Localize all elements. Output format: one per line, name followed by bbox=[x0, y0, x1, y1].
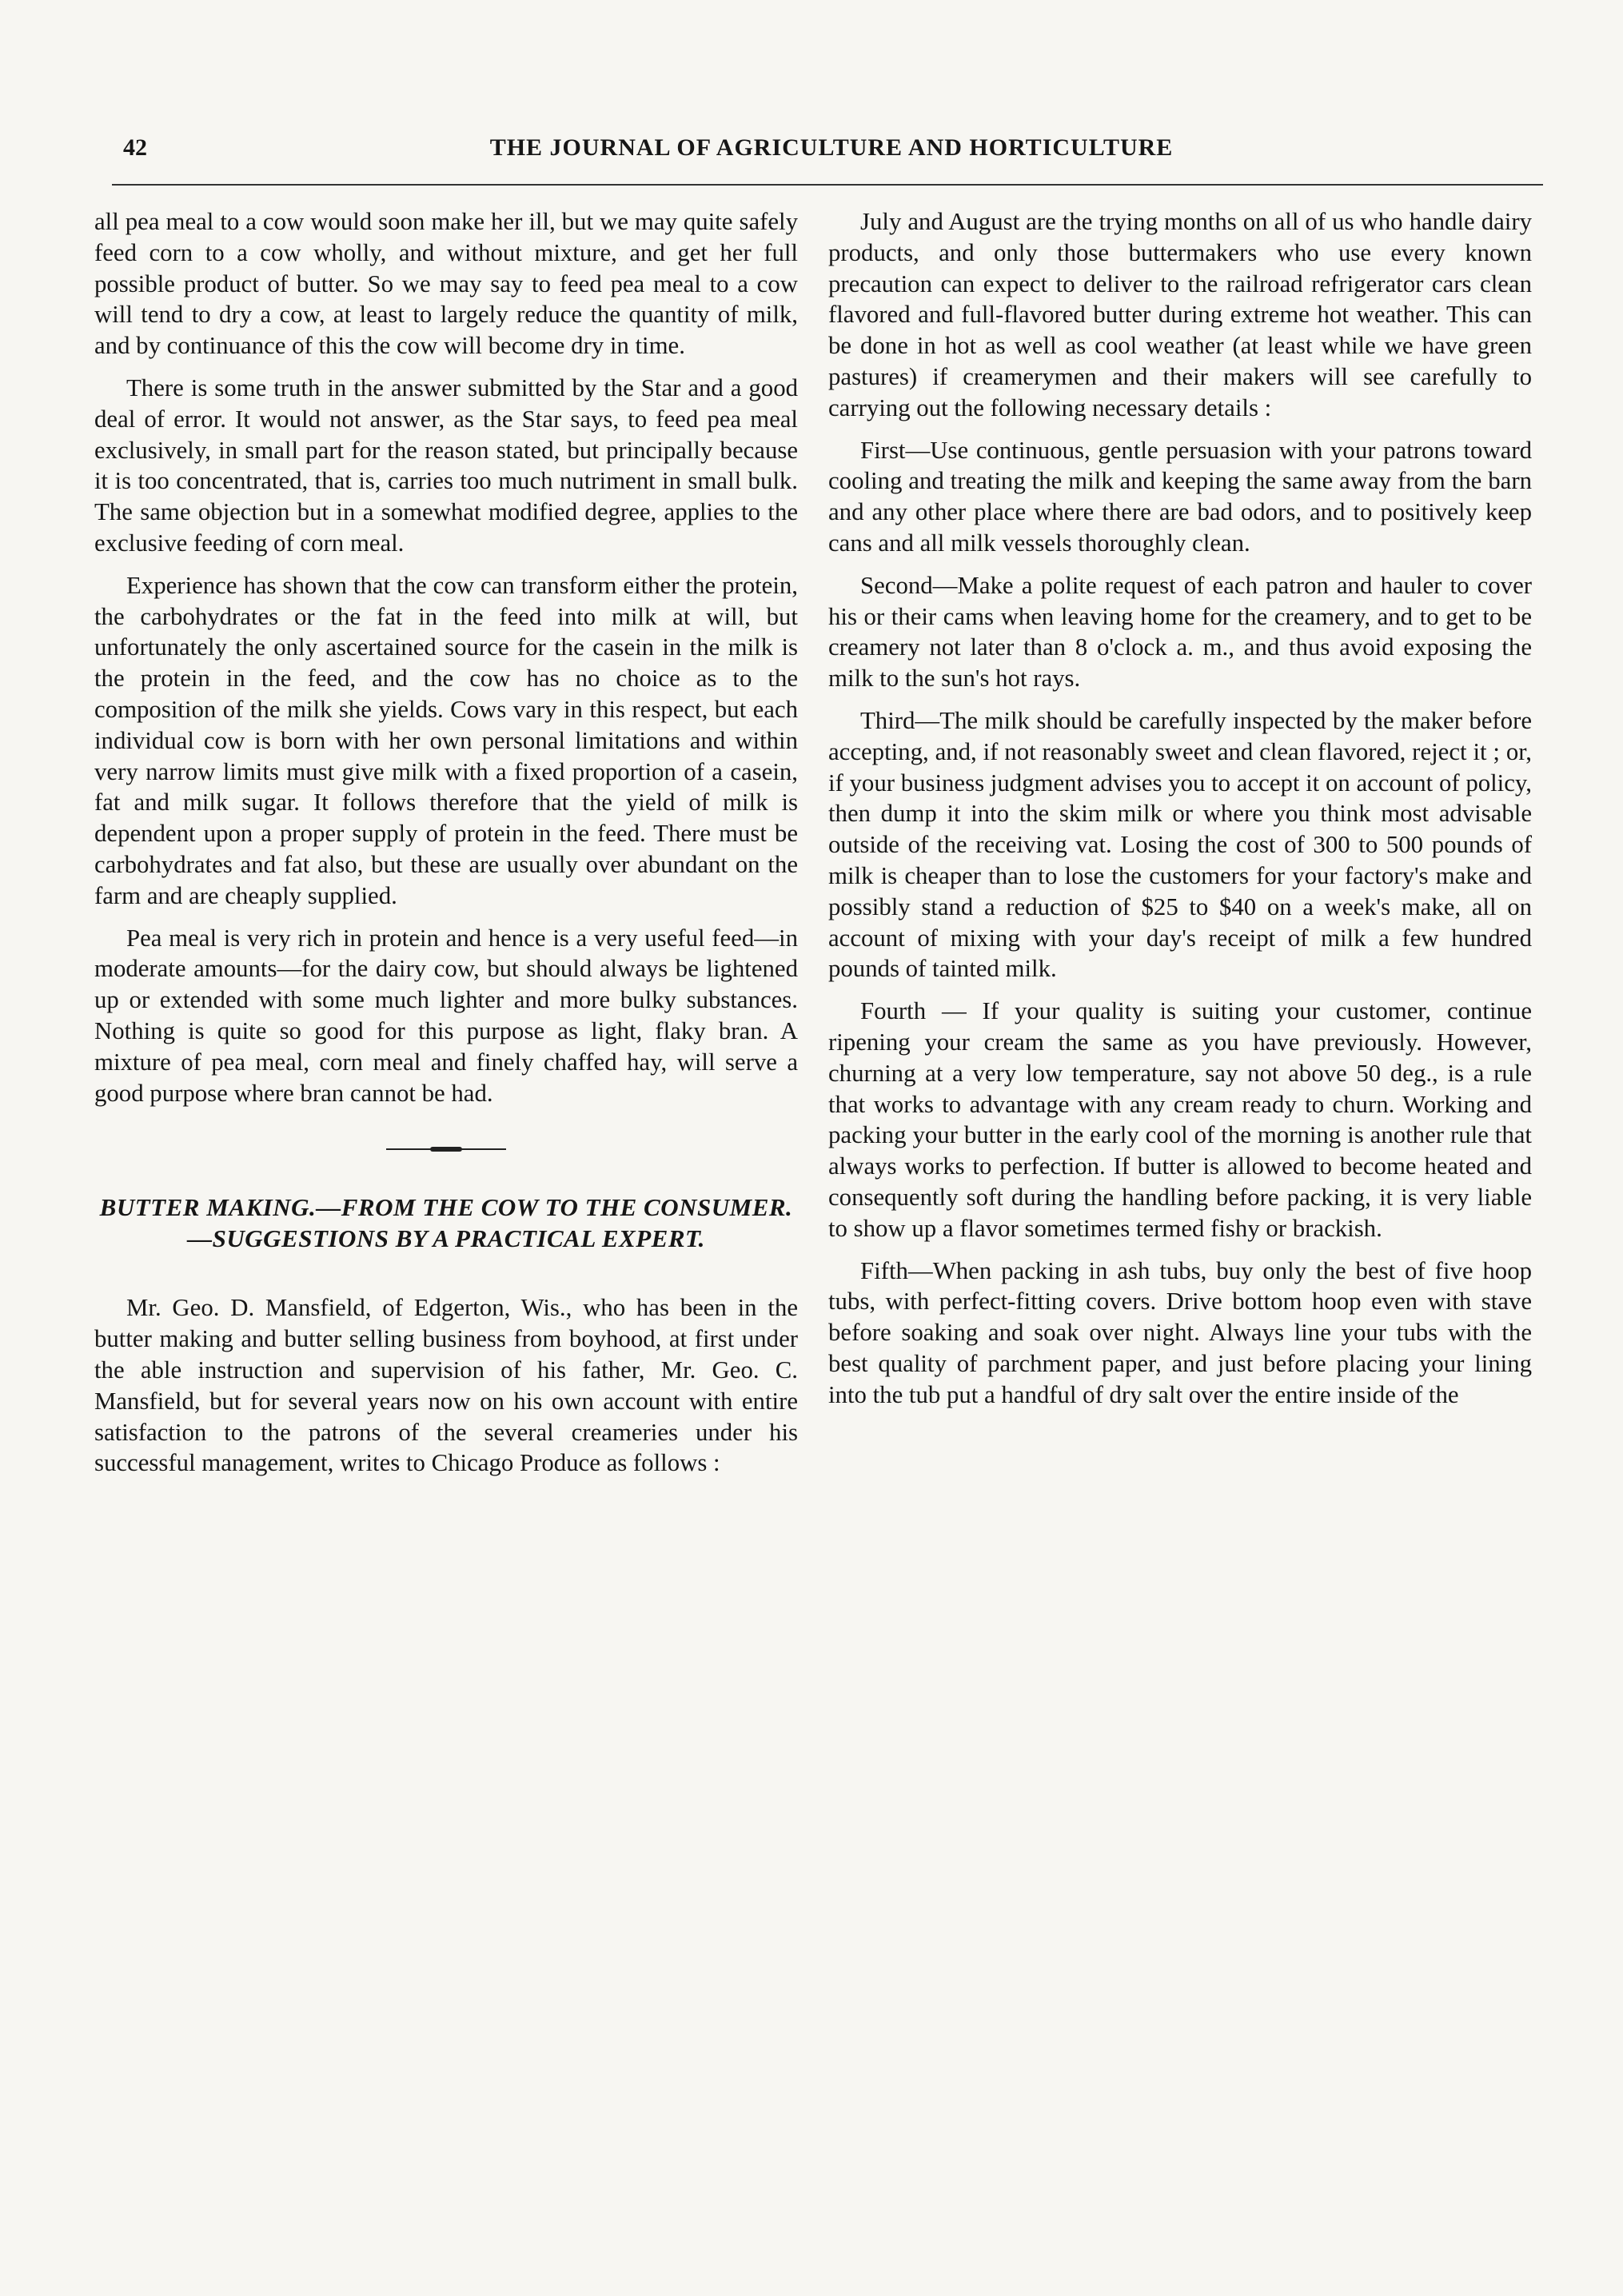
right-column bbox=[828, 206, 1532, 1421]
paragraph: Fourth — If your quality is suiting your customer, continue ripening your cream the same as you have previously. However, churning at a very low temperature, say not above 50 deg., is a rule that works to advantage with any cream ready to churn. Working and packing your butter in the early cool of the morning is another rule that always works to perfection. If butter is allowed to become heated and consequently soft during the handling before packing, it is very liable to show up a flavor sometimes termed fishy or brackish. bbox=[828, 997, 1532, 1242]
running-title: THE JOURNAL OF AGRICULTURE AND HORTICULTURE bbox=[489, 134, 1174, 161]
paragraph: First—Use continuous, gentle persuasion with your patrons toward cooling and treating the milk and keeping the same away from the barn and any other place where there are bad odors, and to positively keep cans and all milk vessels thoroughly clean. bbox=[828, 436, 1532, 557]
section-divider-ornament bbox=[386, 1147, 506, 1152]
paragraph: all pea meal to a cow would soon make her ill, but we may quite safely feed corn to a cow wholly, and without mixture, and get her full possible product of butter. So we may say to feed pea meal to a cow will tend to dry a cow, at least to largely reduce the quantity of milk, and by continuance of this the cow will become dry in time. bbox=[94, 208, 798, 360]
paragraph: Experience has shown that the cow can transform either the protein, the carbohydrates or the fat in the feed into milk at will, but unfortunately the only ascertained source for the casein in the milk is the protein in the feed, and the cow has no choice as to the composition of the milk she yields. Cows vary in this respect, but each individual cow is born with her own personal limitations and within very narrow limits must give milk with a fixed proportion of a casein, fat and milk sugar. It follows therefore that the yield of milk is dependent upon a proper supply of protein in the feed. There must be carbohydrates and fat also, but these are usually over abundant on the farm and are cheaply supplied. bbox=[94, 571, 798, 909]
article-heading: BUTTER MAKING.—FROM THE COW TO THE CONSUMER.—SUGGESTIONS BY A PRACTICAL EXPERT. bbox=[99, 1193, 793, 1253]
page-header bbox=[112, 134, 1551, 174]
paragraph: July and August are the trying months on all of us who handle dairy products, and only those buttermakers who use every known precaution can expect to deliver to the railroad refrigerator cars clean flavored and full-flavored butter during extreme hot weather. This can be done in hot as well as cool weather (at least while we have green pastures) if creamerymen and their makers will see carefully to carrying out the following necessary details : bbox=[828, 208, 1532, 421]
paragraph: Fifth—When packing in ash tubs, buy only the best of five hoop tubs, with perfect-fitting covers. Drive bottom hoop even with stave before soaking and soak over night. Always line your tubs with the best quality of parchment paper, and just before placing your lining into the tub put a handful of dry salt over the entire inside of the bbox=[828, 1256, 1532, 1408]
article-intro-paragraph: Mr. Geo. D. Mansfield, of Edgerton, Wis., who has been in the butter making and butter selling business from boyhood, at first under the able instruction and supervision of his father, Mr. Geo. C. Mansfield, but for several years now on his own account with entire satisfaction to the patrons of the several creameries under his successful management, writes to Chicago Produce as follows : bbox=[94, 1294, 798, 1477]
paragraph: Third—The milk should be carefully inspected by the maker before accepting, and, if not reasonably sweet and clean flavored, reject it ; or, if your business judgment advises you to accept it on account of policy, then dump it into the skim milk or where you think most advisable outside of the receiving vat. Losing the cost of 300 to 500 pounds of milk is cheaper than to lose the customers for your factory's make and possibly stand a reduction of $25 to $40 on a week's make, all on account of mixing with your day's receipt of milk a few hundred pounds of tainted milk. bbox=[828, 706, 1532, 983]
paragraph: Pea meal is very rich in protein and hence is a very useful feed—in moderate amounts—for the dairy cow, but should always be lightened up or extended with some much lighter and more bulky substances. Nothing is quite so good for this purpose as light, flaky bran. A mixture of pea meal, corn meal and finely chaffed hay, will serve a good purpose where bran cannot be had. bbox=[94, 924, 798, 1107]
paragraph: Second—Make a polite request of each patron and hauler to cover his or their cams when leaving home for the creamery, and to get to be creamery not later than 8 o'clock a. m., and thus avoid exposing the milk to the sun's hot rays. bbox=[828, 571, 1532, 693]
left-column bbox=[94, 206, 798, 1490]
paragraph: There is some truth in the answer submitted by the Star and a good deal of error. It would not answer, as the Star says, to feed pea meal exclusively, in small part for the reason stated, but principally because it is too concentrated, that is, carries too much nutriment in small bulk. The same objection but in a somewhat modified degree, applies to the exclusive feeding of corn meal. bbox=[94, 373, 798, 557]
header-rule bbox=[112, 184, 1543, 186]
page-number: 42 bbox=[123, 134, 147, 161]
